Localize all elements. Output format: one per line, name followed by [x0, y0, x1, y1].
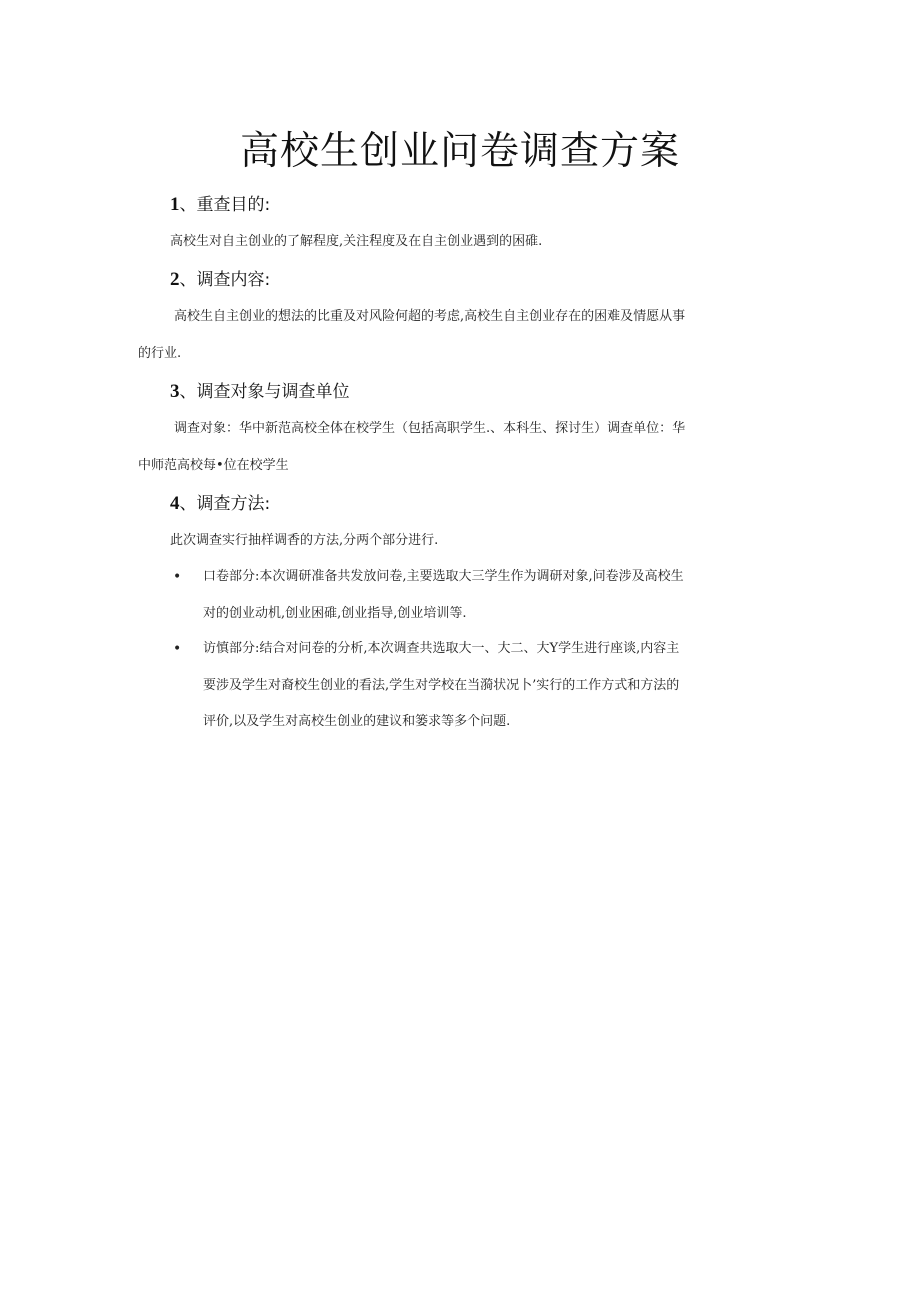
section-number: 2	[170, 269, 180, 290]
section-heading-text: 、调查方法:	[179, 494, 271, 514]
bullet-2-line: 要涉及学生对裔校生创业的看法,学生对学校在当漪状况卜’实行的工作方式和方法的	[203, 678, 680, 693]
section-3-paragraph-line: 中师范高校每•位在校学生	[138, 458, 289, 473]
bullet-dot: •	[173, 569, 182, 585]
bullet-2-line: 访慎部分:结合对问卷的分析,本次调查共选取大一、大二、大Y学生进行座谈,内容主	[203, 641, 680, 656]
section-3-paragraph-line: 调查对象：华中新范高校全体在校学生（包括高职学生.、本科生、探讨生）调查单位：华	[174, 421, 686, 436]
section-2-heading	[170, 268, 270, 292]
section-number: 3	[170, 381, 180, 402]
bullet-dot: •	[173, 641, 182, 657]
bullet-2-line: 评价,以及学生对高校生创业的建议和篓求等多个问题.	[203, 714, 511, 729]
section-2-paragraph-line: 的行业.	[138, 346, 182, 361]
bullet-1-line: 口卷部分:本次调研准备共发放问卷,主要选取大三学生作为调研对象,问卷涉及高校生	[203, 569, 684, 584]
section-heading-text: 、调查对象与调查单位	[179, 382, 350, 402]
section-3-heading	[170, 380, 350, 404]
section-number: 1	[170, 194, 180, 215]
section-number: 4	[170, 493, 180, 514]
bullet-1-line: 对的创业动机,创业困碓,创业指导,创业培训等.	[203, 606, 467, 621]
section-2-paragraph-line: 高校生自主创业的想法的比重及对风险何超的考虑,高校生自主创业存在的困难及情愿从事	[174, 309, 686, 324]
section-1-paragraph-line: 高校生对自主创业的了解程度,关注程度及在自主创业遇到的困碓.	[170, 234, 543, 249]
document-title: 高校生创业问卷调查方案	[239, 129, 680, 174]
section-1-heading	[170, 193, 270, 217]
section-4-intro-line: 此次调查实行抽样调香的方法,分两个部分进行.	[170, 533, 439, 548]
section-heading-text: 、重查目的:	[179, 195, 271, 215]
section-4-heading	[170, 492, 270, 516]
section-heading-text: 、调查内容:	[179, 270, 271, 290]
